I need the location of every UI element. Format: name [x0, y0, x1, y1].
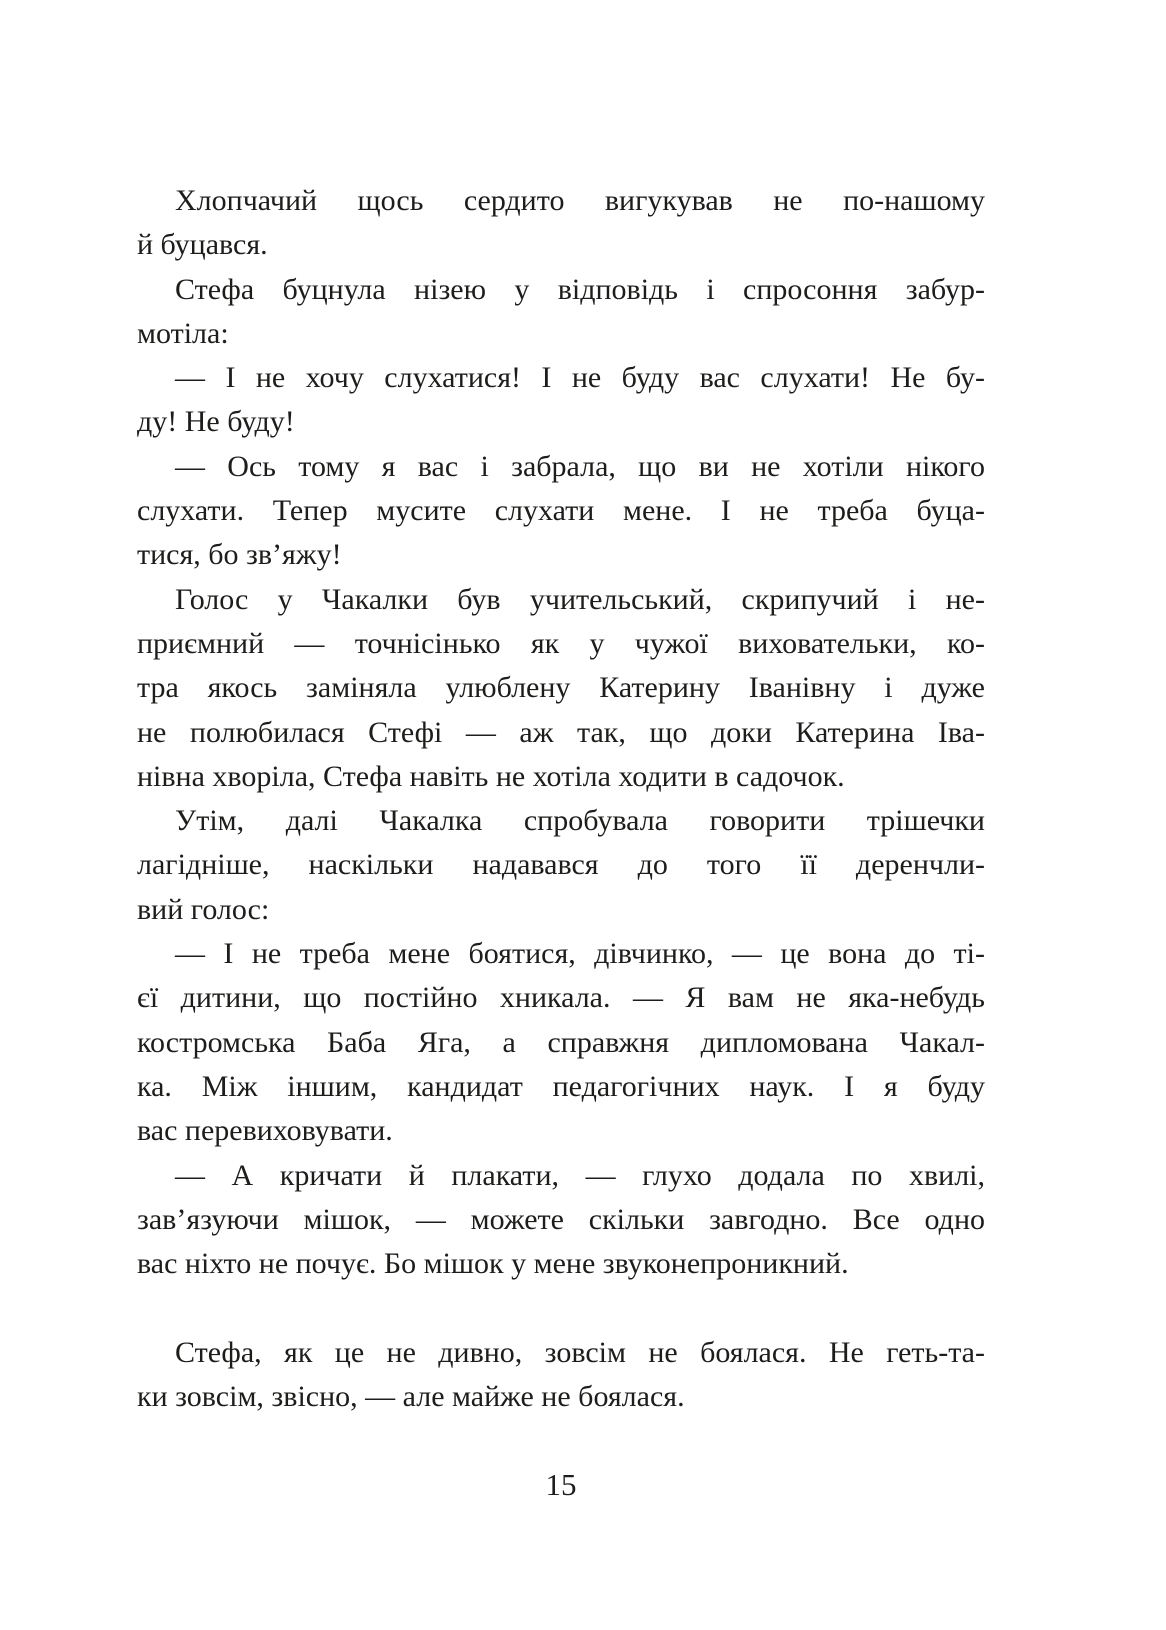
text-line: — І не хочу слухатися! І не буду вас слухати! Не бу- [175, 361, 985, 395]
paragraph [137, 1154, 985, 1287]
text-line: — Ось тому я вас і забрала, що ви не хотіли нікого [175, 449, 985, 483]
paragraph [137, 356, 985, 445]
text-line: Хлопчачий щось сердито вигукував не по-нашому [175, 184, 985, 217]
paragraph [137, 1331, 985, 1420]
text-line: вас ніхто не почує. Бо мішок у мене звуконепроникний. [137, 1247, 849, 1281]
paragraph [137, 268, 985, 357]
text-line: костромська Баба Яга, а справжня дипломована Чакал- [137, 1025, 985, 1059]
text-line: Голос у Чакалки був учительський, скрипучий і не- [175, 582, 985, 616]
text-line: — А кричати й плакати, — глухо додала по хвилі, [175, 1158, 985, 1192]
paragraph [137, 932, 985, 1153]
text-line: ки зовсім, звісно, — але майже не боялася. [137, 1380, 685, 1414]
text-line: вий голос: [137, 892, 270, 926]
paragraph [137, 445, 985, 578]
text-line: зав’язуючи мішок, — можете скільки завгодно. Все одно [137, 1202, 985, 1236]
text-line: вас перевиховувати. [137, 1114, 393, 1148]
page-footer [137, 1467, 985, 1503]
text-line: тися, бо зв’яжу! [137, 538, 342, 572]
text-line: слухати. Тепер мусите слухати мене. І не треба буца- [137, 494, 985, 528]
page-number: 15 [545, 1467, 577, 1502]
text-line: й буцався. [137, 228, 268, 262]
paragraph [137, 179, 985, 268]
text-line: не полюбилася Стефі — аж так, що доки Катерина Іва- [137, 715, 985, 749]
text-line: — І не треба мене боятися, дівчинко, — це вона до ті- [175, 937, 985, 971]
page-text [137, 179, 985, 1419]
text-line: Стефа, як це не дивно, зовсім не боялася. Не геть-та- [175, 1335, 985, 1369]
text-line: мотіла: [137, 316, 229, 350]
text-line: Утім, далі Чакалка спробувала говорити трішечки [175, 804, 985, 838]
text-line: лагідніше, наскільки надавався до того її деренчли- [137, 848, 985, 882]
text-line: приємний — точнісінько як у чужої виховательки, ко- [137, 626, 985, 660]
text-line: ка. Між іншим, кандидат педагогічних наук. І я буду [137, 1069, 985, 1103]
paragraph [137, 799, 985, 932]
text-line: єї дитини, що постійно хникала. — Я вам не яка-небудь [137, 981, 985, 1015]
text-line: нівна хворіла, Стефа навіть не хотіла ходити в садочок. [137, 759, 845, 793]
text-line: ду! Не буду! [137, 405, 295, 439]
paragraph [137, 578, 985, 799]
text-line: тра якось заміняла улюблену Катерину Іванівну і дуже [137, 671, 985, 705]
text-line: Стефа буцнула нізею у відповідь і спросоння забур- [175, 272, 985, 306]
